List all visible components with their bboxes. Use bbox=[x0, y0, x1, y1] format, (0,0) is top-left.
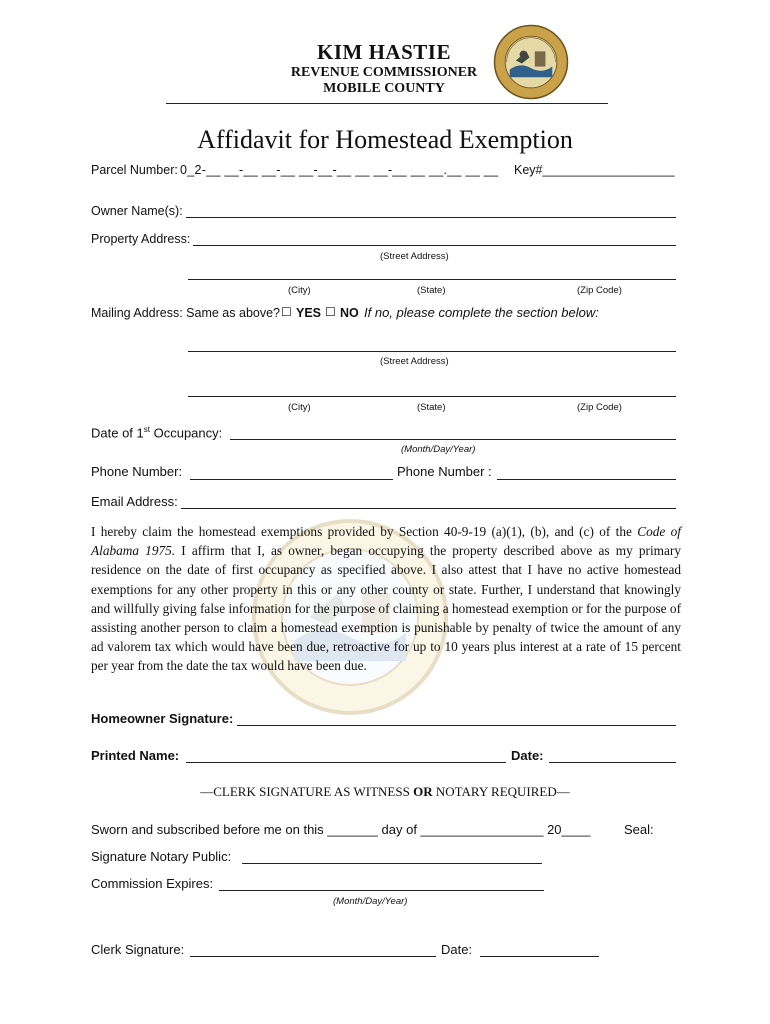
seal-label: Seal: bbox=[624, 822, 654, 837]
mailing-street-caption: (Street Address) bbox=[380, 356, 449, 367]
property-street-field[interactable] bbox=[193, 245, 676, 246]
mailing-city-state-zip-field[interactable] bbox=[188, 396, 676, 397]
commission-expires-field[interactable] bbox=[219, 890, 544, 891]
mailing-zip-caption: (Zip Code) bbox=[577, 402, 622, 413]
homeowner-signature-label: Homeowner Signature: bbox=[91, 711, 234, 726]
street-caption: (Street Address) bbox=[380, 251, 449, 262]
property-city-state-zip-field[interactable] bbox=[188, 279, 676, 280]
email-label: Email Address: bbox=[91, 494, 178, 509]
mailing-note: If no, please complete the section below: bbox=[364, 305, 599, 320]
phone-field-2[interactable] bbox=[497, 479, 676, 480]
header-rule bbox=[166, 103, 608, 104]
phone-field-1[interactable] bbox=[190, 479, 393, 480]
clerk-date-field[interactable] bbox=[480, 956, 599, 957]
commissioner-name: KIM HASTIE bbox=[317, 40, 451, 64]
affirmation-statement: I hereby claim the homestead exemptions provided by Section 40-9-19 (a)(1), (b), and (c) of the Code of Alabama 1975. I affirm that I, as owner, began occupying the property described above as my primary residence on the date of first occupancy as specified above. I also attest that I have no active homestead exemptions for any other property in this or any other county or state. Further, I understand that knowingly and willfully giving false information for the purpose of claiming a homestead exemption or for the purpose of assisting another person to claim a homestead exemption is punishable by penalty of twice the amount of any ad valorem tax which would have been due, retroactive for up to 10 years plus interest at a rate of 15 percent per year from the date the tax would have been due. bbox=[91, 524, 681, 674]
signature-date-field[interactable] bbox=[549, 762, 676, 763]
commission-date-caption: (Month/Day/Year) bbox=[333, 896, 408, 907]
zip-caption: (Zip Code) bbox=[577, 285, 622, 296]
key-number-field[interactable]: Key#___________________ bbox=[514, 163, 675, 177]
owner-name-label: Owner Name(s): bbox=[91, 204, 183, 218]
occupancy-date-caption: (Month/Day/Year) bbox=[401, 444, 476, 455]
clerk-notice: —CLERK SIGNATURE AS WITNESS OR NOTARY REQUIRED— bbox=[200, 784, 570, 799]
notary-signature-label: Signature Notary Public: bbox=[91, 849, 232, 864]
printed-name-label: Printed Name: bbox=[91, 748, 180, 763]
parcel-number-label: Parcel Number: bbox=[91, 163, 178, 177]
clerk-date-label: Date: bbox=[441, 942, 473, 957]
owner-name-field[interactable] bbox=[186, 217, 676, 218]
state-caption: (State) bbox=[417, 285, 446, 296]
mailing-address-label: Mailing Address: Same as above? bbox=[91, 306, 280, 320]
homeowner-signature-field[interactable] bbox=[237, 725, 676, 726]
mailing-street-field[interactable] bbox=[188, 351, 676, 352]
occupancy-date-field[interactable] bbox=[230, 439, 676, 440]
office-title: REVENUE COMMISSIONER bbox=[290, 65, 478, 80]
notary-signature-field[interactable] bbox=[242, 863, 542, 864]
no-checkbox[interactable]: ☐ bbox=[325, 305, 336, 319]
mailing-city-caption: (City) bbox=[288, 402, 311, 413]
email-field[interactable] bbox=[181, 508, 676, 509]
no-label: NO bbox=[340, 306, 359, 320]
phone-label-2: Phone Number : bbox=[397, 464, 492, 479]
printed-name-field[interactable] bbox=[186, 762, 506, 763]
mailing-state-caption: (State) bbox=[417, 402, 446, 413]
county-name: MOBILE COUNTY bbox=[323, 81, 445, 96]
clerk-signature-field[interactable] bbox=[190, 956, 436, 957]
form-title: Affidavit for Homestead Exemption bbox=[197, 125, 573, 154]
yes-checkbox[interactable]: ☐ bbox=[281, 305, 292, 319]
county-seal-logo bbox=[493, 24, 569, 100]
property-address-label: Property Address: bbox=[91, 232, 191, 246]
city-caption: (City) bbox=[288, 285, 311, 296]
occupancy-label: Date of 1st Occupancy: bbox=[91, 425, 223, 441]
parcel-number-field[interactable]: 0_2-__ __-__ __-__ __-__-__ __ __-__ __ __.__ __ __ bbox=[180, 163, 499, 177]
commission-expires-label: Commission Expires: bbox=[91, 876, 214, 891]
phone-label-1: Phone Number: bbox=[91, 464, 183, 479]
sworn-statement: Sworn and subscribed before me on this _______ day of _________________ 20____ bbox=[91, 822, 591, 837]
yes-label: YES bbox=[296, 306, 322, 320]
clerk-signature-label: Clerk Signature: bbox=[91, 942, 185, 957]
signature-date-label: Date: bbox=[511, 748, 544, 763]
